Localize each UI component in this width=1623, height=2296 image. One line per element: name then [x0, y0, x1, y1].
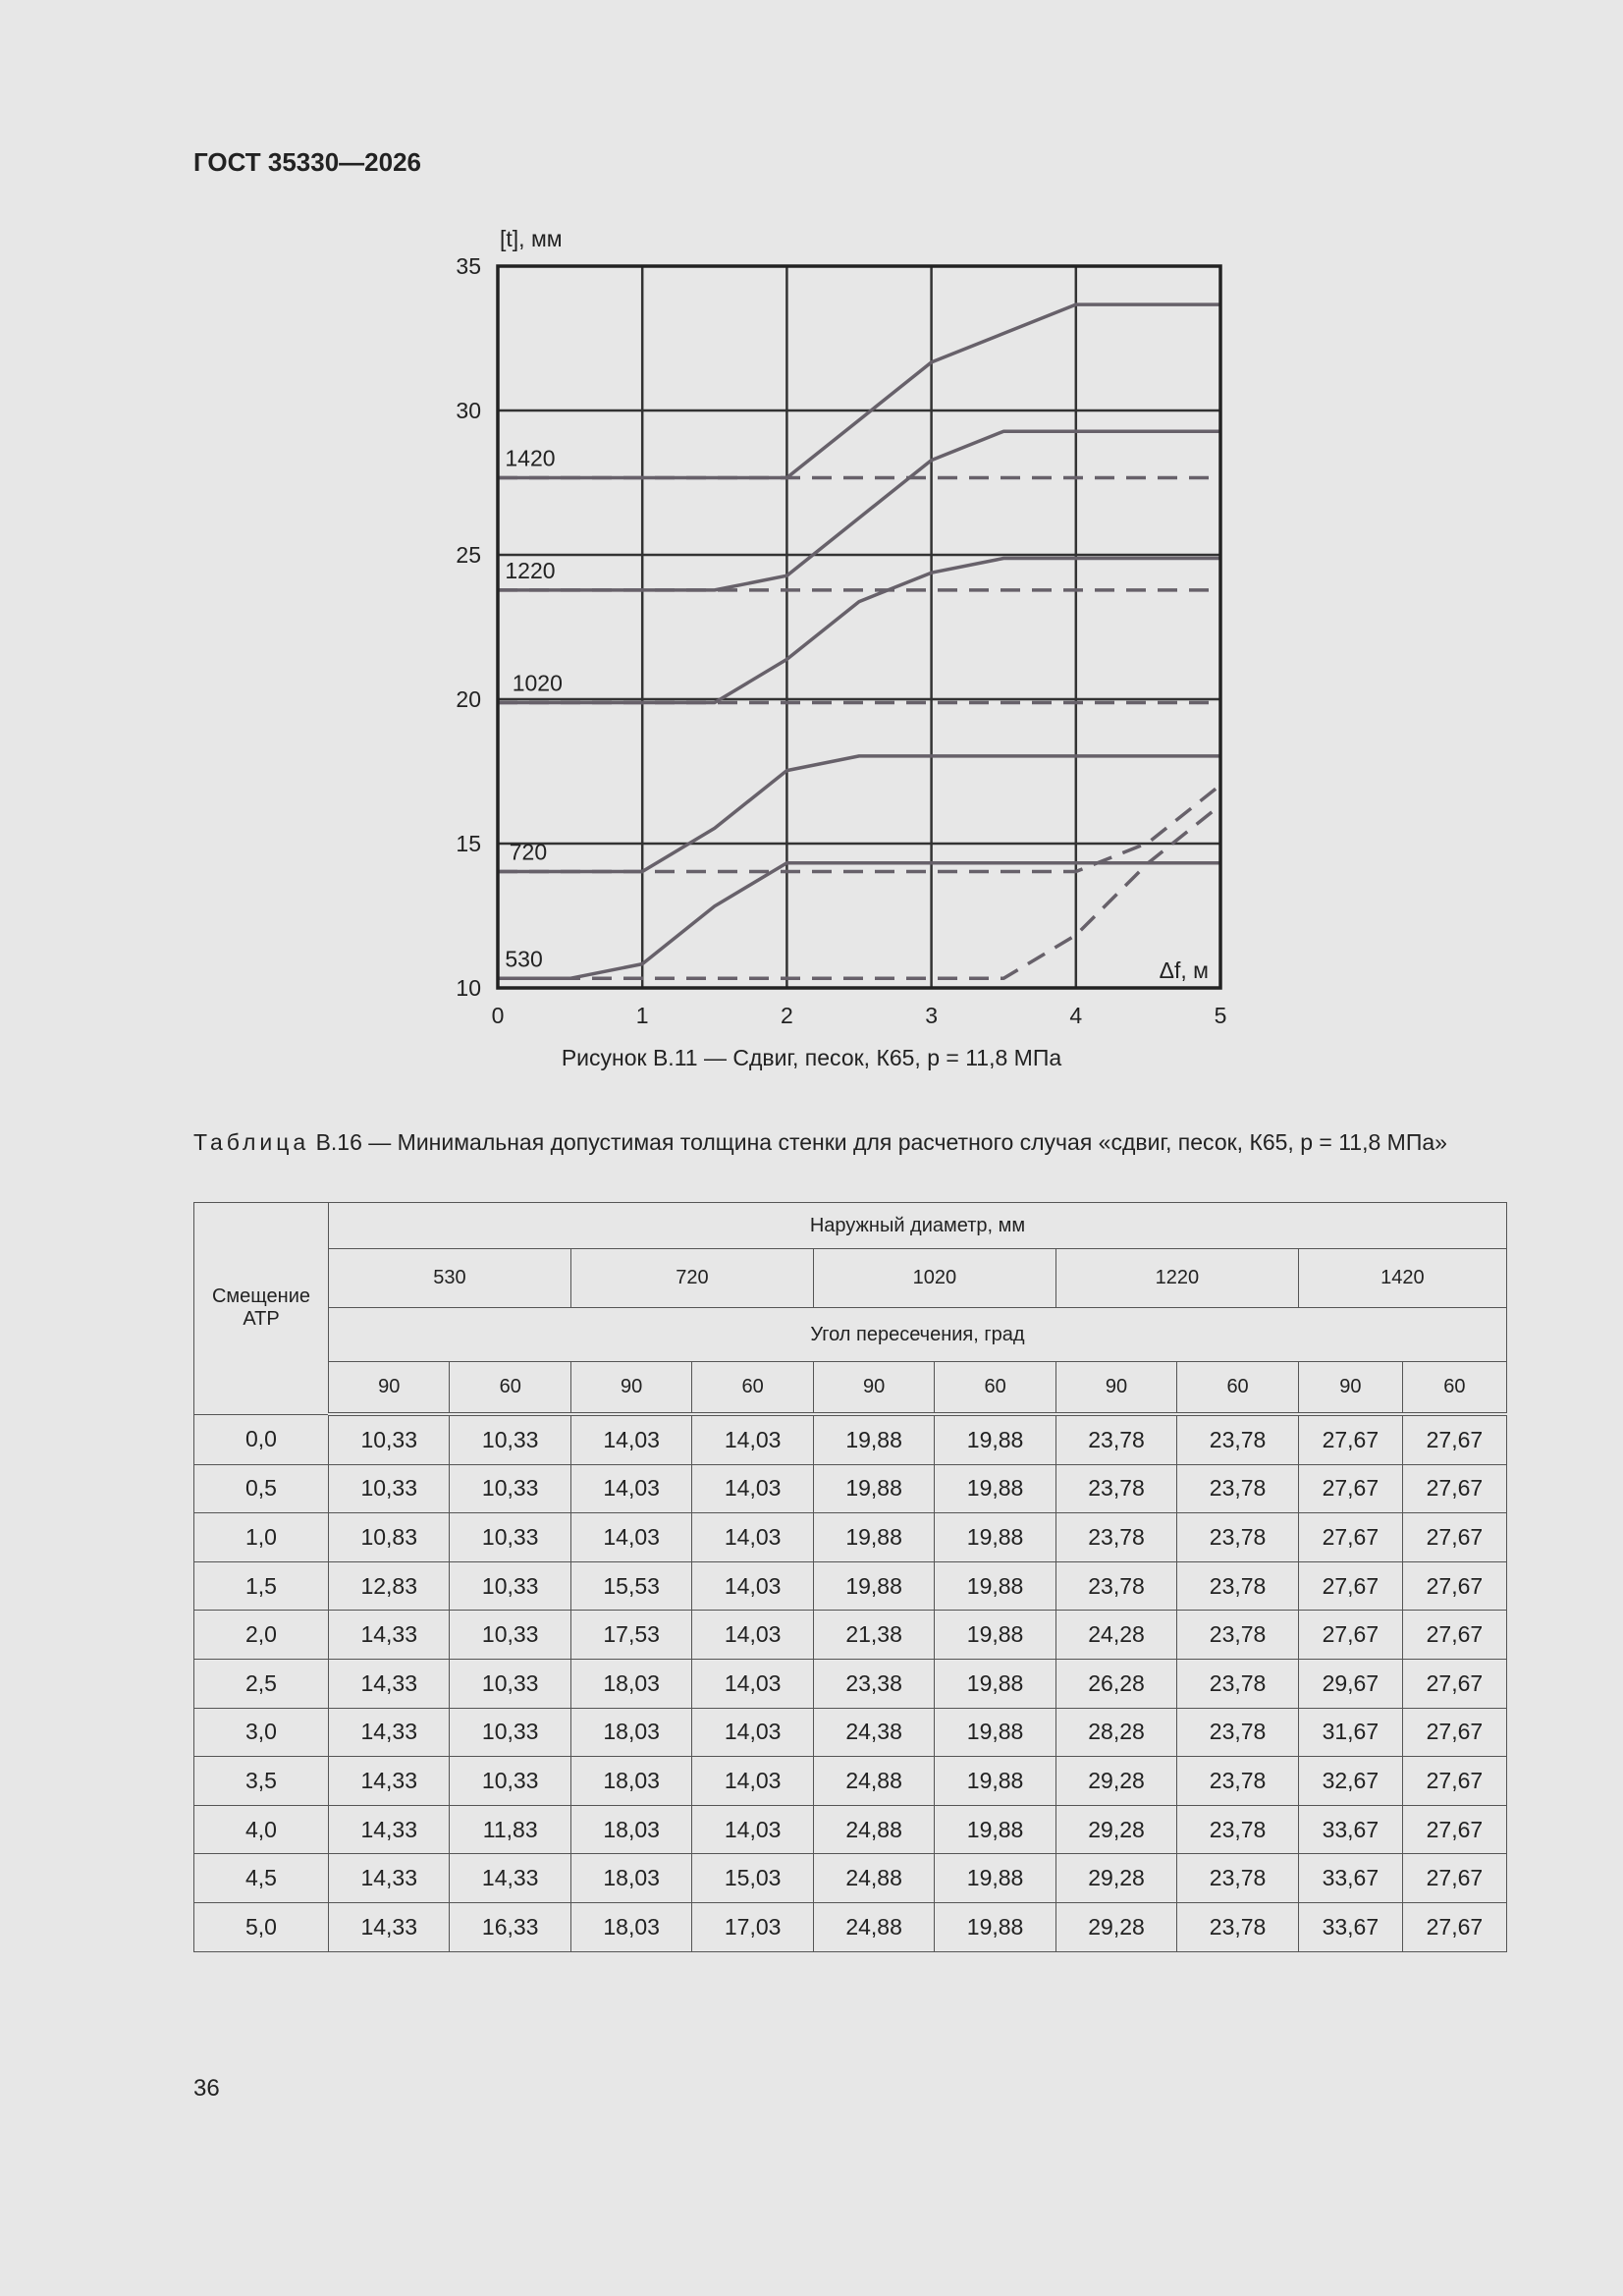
- table-row: [194, 1561, 1507, 1611]
- value-cell: 18,03: [570, 1659, 691, 1708]
- diameter-header: 530: [329, 1249, 571, 1308]
- value-cell: 19,88: [813, 1561, 934, 1611]
- value-cell: 23,78: [1055, 1464, 1176, 1513]
- x-tick-label: 4: [1069, 1003, 1083, 1028]
- offset-cell: 3,5: [194, 1757, 329, 1806]
- y-tick-label: 10: [456, 975, 481, 1001]
- value-cell: 19,88: [935, 1708, 1055, 1757]
- value-cell: 19,88: [935, 1464, 1055, 1513]
- angle-cell: 90: [813, 1362, 934, 1415]
- value-cell: 24,88: [813, 1805, 934, 1854]
- value-cell: 23,78: [1177, 1611, 1299, 1660]
- offset-cell: 2,5: [194, 1659, 329, 1708]
- value-cell: 27,67: [1402, 1708, 1506, 1757]
- offset-cell: 0,0: [194, 1414, 329, 1464]
- angle-cell: 60: [935, 1362, 1055, 1415]
- value-cell: 19,88: [935, 1513, 1055, 1562]
- x-tick-label: 0: [491, 1003, 505, 1028]
- plot-frame: [498, 266, 1220, 988]
- value-cell: 27,67: [1402, 1414, 1506, 1464]
- value-cell: 14,33: [450, 1854, 570, 1903]
- offset-cell: 4,5: [194, 1854, 329, 1903]
- table-row: [194, 1854, 1507, 1903]
- table-row: [194, 1659, 1507, 1708]
- angle-cell: 60: [450, 1362, 570, 1415]
- value-cell: 14,33: [329, 1708, 450, 1757]
- value-cell: 14,03: [692, 1513, 813, 1562]
- value-cell: 14,03: [692, 1708, 813, 1757]
- diameter-line-label: 1020: [512, 670, 563, 696]
- row-header: Смещение АТР: [194, 1203, 329, 1415]
- value-cell: 29,28: [1055, 1805, 1176, 1854]
- value-cell: 27,67: [1298, 1464, 1402, 1513]
- table-row: [194, 1805, 1507, 1854]
- value-cell: 24,88: [813, 1854, 934, 1903]
- y-tick-label: 25: [456, 542, 481, 568]
- diameter-header: 1020: [813, 1249, 1055, 1308]
- value-cell: 19,88: [813, 1414, 934, 1464]
- value-cell: 21,38: [813, 1611, 934, 1660]
- value-cell: 23,78: [1055, 1561, 1176, 1611]
- value-cell: 27,67: [1402, 1902, 1506, 1951]
- value-cell: 14,03: [570, 1464, 691, 1513]
- value-cell: 33,67: [1298, 1902, 1402, 1951]
- value-cell: 14,03: [692, 1757, 813, 1806]
- angle-cell: 90: [570, 1362, 691, 1415]
- value-cell: 23,78: [1177, 1414, 1299, 1464]
- value-cell: 14,33: [329, 1611, 450, 1660]
- table-title: [193, 1128, 1507, 1156]
- value-cell: 10,33: [329, 1464, 450, 1513]
- value-cell: 23,78: [1177, 1708, 1299, 1757]
- value-cell: 17,53: [570, 1611, 691, 1660]
- value-cell: 27,67: [1402, 1805, 1506, 1854]
- value-cell: 18,03: [570, 1805, 691, 1854]
- table-row: [194, 1464, 1507, 1513]
- x-tick-label: 2: [781, 1003, 793, 1028]
- diameter-header: 720: [570, 1249, 813, 1308]
- value-cell: 23,78: [1177, 1659, 1299, 1708]
- value-cell: 19,88: [935, 1854, 1055, 1903]
- offset-cell: 1,0: [194, 1513, 329, 1562]
- angle-cell: 90: [329, 1362, 450, 1415]
- value-cell: 27,67: [1298, 1513, 1402, 1562]
- value-cell: 10,33: [450, 1611, 570, 1660]
- value-cell: 17,03: [692, 1902, 813, 1951]
- value-cell: 10,33: [450, 1757, 570, 1806]
- value-cell: 14,03: [692, 1414, 813, 1464]
- value-cell: 14,03: [692, 1805, 813, 1854]
- value-cell: 15,53: [570, 1561, 691, 1611]
- diameter-header: 1220: [1055, 1249, 1298, 1308]
- chart-labels: [456, 226, 1226, 1028]
- value-cell: 18,03: [570, 1902, 691, 1951]
- value-cell: 24,38: [813, 1708, 934, 1757]
- offset-cell: 2,0: [194, 1611, 329, 1660]
- x-tick-label: 5: [1214, 1003, 1227, 1028]
- value-cell: 23,78: [1177, 1561, 1299, 1611]
- value-cell: 10,33: [450, 1708, 570, 1757]
- value-cell: 23,78: [1177, 1513, 1299, 1562]
- value-cell: 14,03: [692, 1611, 813, 1660]
- thickness-table: [193, 1202, 1507, 1952]
- angle-cell: 60: [1402, 1362, 1506, 1415]
- value-cell: 29,28: [1055, 1902, 1176, 1951]
- value-cell: 29,28: [1055, 1854, 1176, 1903]
- value-cell: 19,88: [935, 1805, 1055, 1854]
- value-cell: 27,67: [1298, 1414, 1402, 1464]
- value-cell: 11,83: [450, 1805, 570, 1854]
- offset-cell: 0,5: [194, 1464, 329, 1513]
- value-cell: 10,33: [329, 1414, 450, 1464]
- value-cell: 15,03: [692, 1854, 813, 1903]
- value-cell: 14,33: [329, 1659, 450, 1708]
- x-tick-label: 3: [925, 1003, 938, 1028]
- value-cell: 23,78: [1055, 1414, 1176, 1464]
- angle-cell: 60: [692, 1362, 813, 1415]
- x-axis-label: Δf, м: [1159, 957, 1209, 983]
- value-cell: 10,33: [450, 1561, 570, 1611]
- table-title-text: В.16 — Минимальная допустимая толщина стенки для расчетного случая «сдвиг, песок, К65, p = 11,8 МПа»: [309, 1129, 1447, 1155]
- angle-header: Угол пересечения, град: [329, 1308, 1507, 1362]
- value-cell: 19,88: [935, 1561, 1055, 1611]
- value-cell: 14,33: [329, 1805, 450, 1854]
- value-cell: 18,03: [570, 1854, 691, 1903]
- series-line-dashed: [498, 805, 1220, 978]
- value-cell: 10,33: [450, 1414, 570, 1464]
- table-row: [194, 1902, 1507, 1951]
- value-cell: 27,67: [1402, 1611, 1506, 1660]
- diameter-line-label: 1420: [505, 445, 556, 471]
- value-cell: 23,78: [1177, 1805, 1299, 1854]
- page-number: 36: [193, 2075, 220, 2102]
- angle-cell: 60: [1177, 1362, 1299, 1415]
- value-cell: 27,67: [1402, 1464, 1506, 1513]
- value-cell: 27,67: [1298, 1561, 1402, 1611]
- value-cell: 27,67: [1402, 1513, 1506, 1562]
- table-row: [194, 1708, 1507, 1757]
- value-cell: 14,33: [329, 1902, 450, 1951]
- value-cell: 27,67: [1402, 1854, 1506, 1903]
- table-row: [194, 1757, 1507, 1806]
- value-cell: 19,88: [935, 1757, 1055, 1806]
- table-row: [194, 1611, 1507, 1660]
- value-cell: 14,03: [692, 1561, 813, 1611]
- value-cell: 23,78: [1177, 1464, 1299, 1513]
- value-cell: 24,88: [813, 1902, 934, 1951]
- table-row: [194, 1414, 1507, 1464]
- value-cell: 27,67: [1298, 1611, 1402, 1660]
- chart-grid: [498, 266, 1220, 988]
- value-cell: 14,03: [570, 1513, 691, 1562]
- y-axis-label: [t], мм: [500, 226, 563, 251]
- figure-caption: Рисунок В.11 — Сдвиг, песок, К65, p = 11,8 МПа: [561, 1045, 1062, 1070]
- value-cell: 19,88: [813, 1513, 934, 1562]
- value-cell: 23,78: [1055, 1513, 1176, 1562]
- chart-frame: [498, 266, 1220, 988]
- angle-cell: 90: [1298, 1362, 1402, 1415]
- value-cell: 19,88: [935, 1659, 1055, 1708]
- shift-chart: [0, 0, 1623, 1090]
- angle-cell: 90: [1055, 1362, 1176, 1415]
- offset-cell: 1,5: [194, 1561, 329, 1611]
- value-cell: 16,33: [450, 1902, 570, 1951]
- series-line-solid: [498, 559, 1220, 703]
- offset-cell: 5,0: [194, 1902, 329, 1951]
- value-cell: 27,67: [1402, 1757, 1506, 1806]
- value-cell: 10,33: [450, 1659, 570, 1708]
- value-cell: 14,33: [329, 1757, 450, 1806]
- y-tick-label: 35: [456, 253, 481, 279]
- series-line-solid: [498, 431, 1220, 590]
- value-cell: 33,67: [1298, 1854, 1402, 1903]
- series-line-solid: [498, 756, 1220, 872]
- value-cell: 23,38: [813, 1659, 934, 1708]
- value-cell: 14,03: [692, 1464, 813, 1513]
- y-tick-label: 15: [456, 831, 481, 856]
- value-cell: 27,67: [1402, 1659, 1506, 1708]
- value-cell: 23,78: [1177, 1902, 1299, 1951]
- diameter-line-label: 720: [509, 839, 548, 865]
- value-cell: 29,28: [1055, 1757, 1176, 1806]
- chart-series: [498, 304, 1220, 978]
- standard-header: ГОСТ 35330—2026: [193, 147, 421, 177]
- value-cell: 19,88: [935, 1611, 1055, 1660]
- series-line-solid: [498, 863, 1220, 979]
- value-cell: 19,88: [935, 1414, 1055, 1464]
- offset-cell: 4,0: [194, 1805, 329, 1854]
- value-cell: 24,88: [813, 1757, 934, 1806]
- x-tick-label: 1: [635, 1003, 649, 1028]
- value-cell: 18,03: [570, 1757, 691, 1806]
- value-cell: 14,03: [692, 1659, 813, 1708]
- group-header: Наружный диаметр, мм: [329, 1203, 1507, 1249]
- table-row: [194, 1513, 1507, 1562]
- value-cell: 19,88: [935, 1902, 1055, 1951]
- y-tick-label: 30: [456, 398, 481, 423]
- value-cell: 29,67: [1298, 1659, 1402, 1708]
- offset-cell: 3,0: [194, 1708, 329, 1757]
- value-cell: 10,33: [450, 1464, 570, 1513]
- y-tick-label: 20: [456, 686, 481, 712]
- table-label: Таблица: [193, 1129, 310, 1155]
- value-cell: 14,33: [329, 1854, 450, 1903]
- series-line-dashed: [498, 785, 1220, 871]
- value-cell: 33,67: [1298, 1805, 1402, 1854]
- value-cell: 12,83: [329, 1561, 450, 1611]
- value-cell: 27,67: [1402, 1561, 1506, 1611]
- diameter-line-label: 1220: [505, 557, 556, 583]
- value-cell: 10,83: [329, 1513, 450, 1562]
- diameter-header: 1420: [1298, 1249, 1506, 1308]
- value-cell: 28,28: [1055, 1708, 1176, 1757]
- value-cell: 19,88: [813, 1464, 934, 1513]
- diameter-line-label: 530: [505, 946, 543, 972]
- value-cell: 10,33: [450, 1513, 570, 1562]
- value-cell: 31,67: [1298, 1708, 1402, 1757]
- value-cell: 32,67: [1298, 1757, 1402, 1806]
- value-cell: 23,78: [1177, 1757, 1299, 1806]
- series-line-solid: [498, 304, 1220, 477]
- value-cell: 26,28: [1055, 1659, 1176, 1708]
- value-cell: 24,28: [1055, 1611, 1176, 1660]
- value-cell: 18,03: [570, 1708, 691, 1757]
- value-cell: 23,78: [1177, 1854, 1299, 1903]
- value-cell: 14,03: [570, 1414, 691, 1464]
